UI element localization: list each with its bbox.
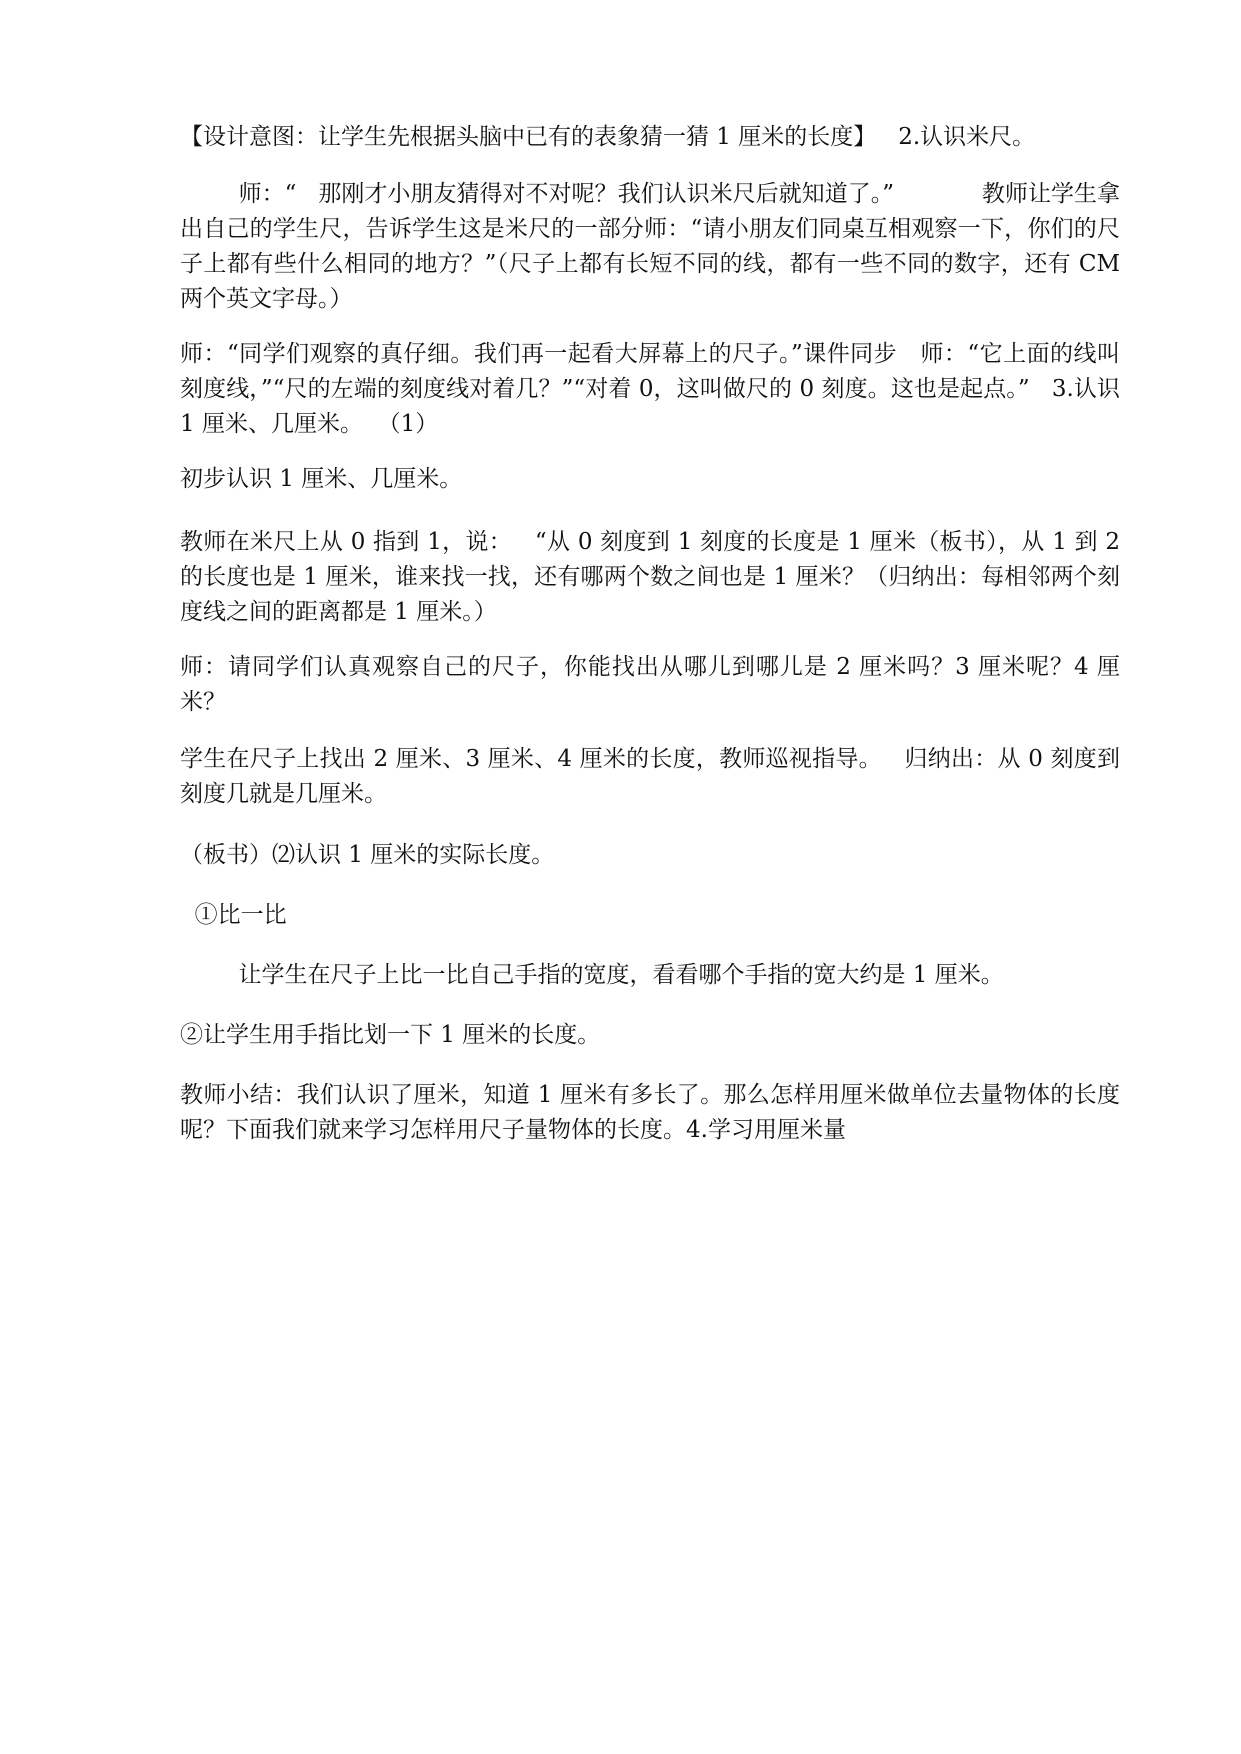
paragraph-screen-ruler: 师：“同学们观察的真仔细。我们再一起看大屏幕上的尺子。”课件同步 师：“它上面的线叫刻度线，”“尺的左端的刻度线对着几？”“对着 0，这叫做尺的 0 刻度。这也是起点。” 3.认识 1 厘米、几厘米。 （1）	[180, 341, 1128, 437]
paragraph-summary: 教师小结：我们认识了厘米，知道 1 厘米有多长了。那么怎样用厘米做单位去量物体的长度呢？下面我们就来学习怎样用尺子量物体的长度。4.学习用厘米量	[180, 1082, 1120, 1143]
paragraph-compare: ①比一比	[180, 902, 287, 928]
paragraph-point-zero-to-one: 教师在米尺上从 0 指到 1，说： “从 0 刻度到 1 刻度的长度是 1 厘米（板书），从 1 到 2 的长度也是 1 厘米，谁来找一找，还有哪两个数之间也是 1 厘米？（归纳出：每相邻两个刻度线之间的距离都是 1 厘米。）	[180, 529, 1128, 625]
paragraph-teacher-ruler-intro: 师：“ 那刚才小朋友猜得对不对呢？我们认识米尺后就知道了。” 教师让学生拿出自己的学生尺，告诉学生这是米尺的一部分师：“请小朋友们同桌互相观察一下，你们的尺子上都有些什么相同的地方？”（尺子上都有长短不同的线，都有一些不同的数字，还有 CM 两个英文字母。）	[180, 181, 1128, 312]
paragraph-find-lengths: 师：请同学们认真观察自己的尺子，你能找出从哪儿到哪儿是 2 厘米吗？3 厘米呢？4 厘米？	[180, 654, 1120, 715]
paragraph-initial-cm: 初步认识 1 厘米、几厘米。	[180, 466, 463, 492]
paragraph-gesture: ②让学生用手指比划一下 1 厘米的长度。	[180, 1022, 601, 1048]
paragraph-students-find: 学生在尺子上找出 2 厘米、3 厘米、4 厘米的长度，教师巡视指导。 归纳出：从 0 刻度到刻度几就是几厘米。	[180, 746, 1120, 807]
paragraph-finger-width: 让学生在尺子上比一比自己手指的宽度，看看哪个手指的宽大约是 1 厘米。	[180, 962, 1004, 988]
paragraph-design-intent: 【设计意图：让学生先根据头脑中已有的表象猜一猜 1 厘米的长度】 2.认识米尺。	[180, 124, 1036, 150]
paragraph-actual-length: （板书）⑵认识 1 厘米的实际长度。	[180, 842, 555, 868]
